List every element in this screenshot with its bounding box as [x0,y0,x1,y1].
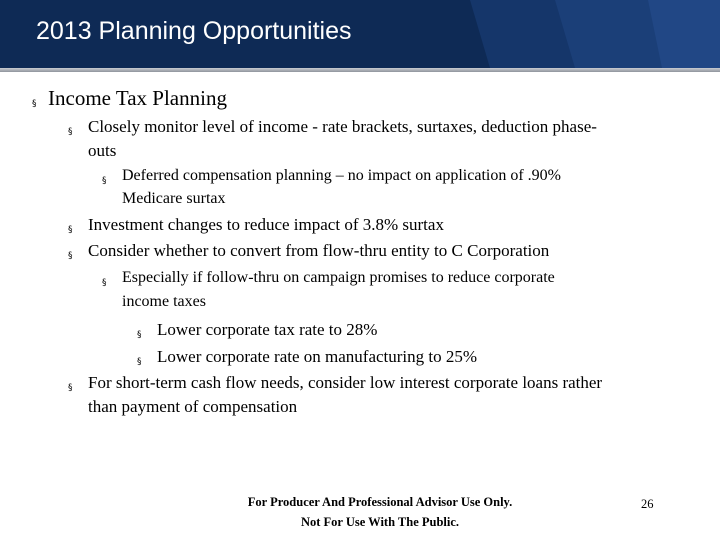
bullet-continuation: outs [88,141,117,160]
bullet-text: For short-term cash flow needs, consider low interest corporate loans rather [88,373,603,392]
bullet-continuation: income taxes [122,293,206,310]
disclaimer-line-1: For Producer And Professional Advisor Use Only. [247,495,513,509]
bullet-marker: § [102,278,107,288]
title-bar [0,0,720,68]
header-rule [0,68,720,72]
bullet-text: Closely monitor level of income - rate brackets, surtaxes, deduction phase- [88,117,597,136]
bullet-corporate-tax-28 [137,318,677,342]
bullet-text: Income Tax Planning [48,86,227,110]
bullet-marker: § [68,225,73,235]
slide-title: 2013 Planning Opportunities [36,17,352,45]
bullet-marker: § [32,99,37,109]
bullet-income-tax-planning [32,86,668,110]
bullet-marker: § [102,176,107,186]
bullet-continuation: than payment of compensation [88,397,298,416]
bullet-campaign-promises [102,266,682,290]
bullet-marker: § [137,357,142,367]
bullet-text: Deferred compensation planning – no impact on application of .90% [122,167,561,184]
bullet-deferred-comp [102,164,682,188]
bullet-corporate-loans [68,371,713,395]
bullet-monitor-income [68,115,708,139]
bullet-marker: § [68,383,73,393]
bullet-investment-changes [68,213,708,237]
bullet-manufacturing-25 [137,345,677,369]
disclaimer-line-2: Not For Use With The Public. [300,515,460,529]
bullet-text: Lower corporate tax rate to 28% [157,320,378,339]
bullet-text: Investment changes to reduce impact of 3.8% surtax [88,215,444,234]
bullet-marker: § [68,251,73,261]
bullet-text: Especially if follow-thru on campaign promises to reduce corporate [122,269,555,286]
bullet-text: Consider whether to convert from flow-thru entity to C Corporation [88,241,550,260]
bullet-convert-entity [68,239,708,263]
bullet-marker: § [137,330,142,340]
page-number: 26 [641,497,654,511]
disclaimer-footer [230,492,530,532]
bullet-marker: § [68,127,73,137]
bullet-text: Lower corporate rate on manufacturing to 25% [157,347,478,366]
bullet-continuation: Medicare surtax [122,190,226,207]
